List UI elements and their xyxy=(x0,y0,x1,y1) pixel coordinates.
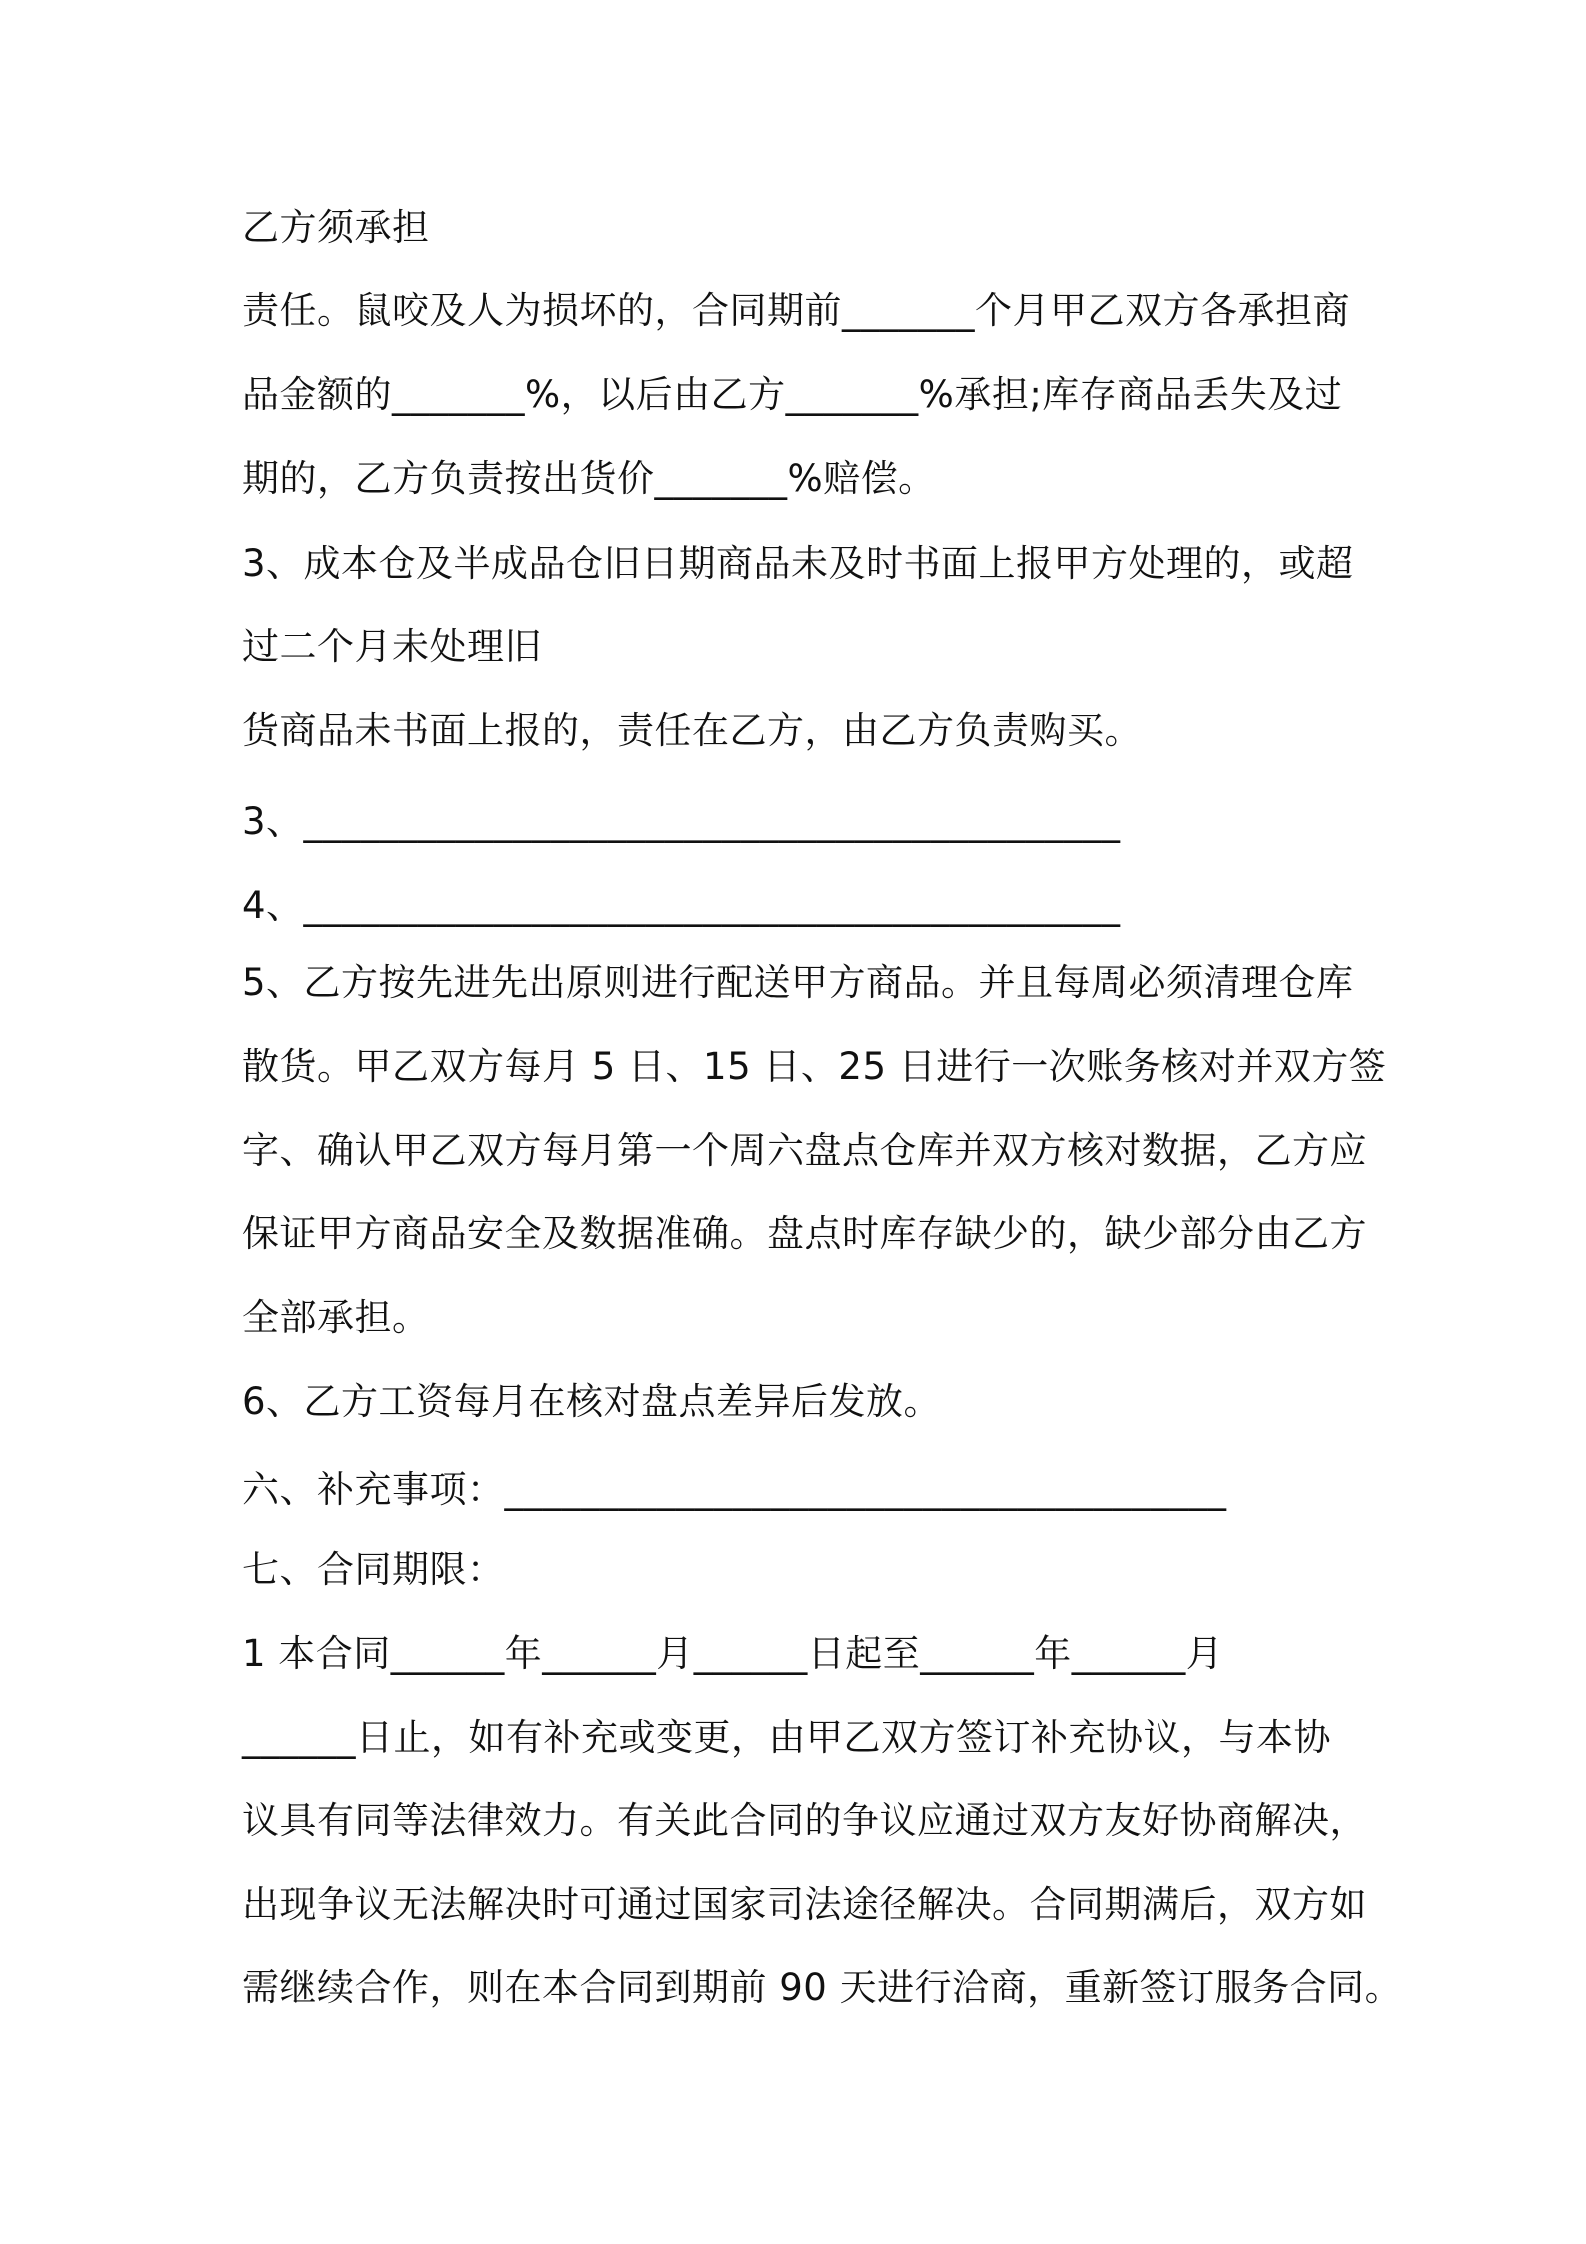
text-line: 3、成本仓及半成品仓旧日期商品未及时书面上报甲方处理的，或超 xyxy=(242,542,1354,585)
text-line: 散货。甲乙双方每月 5 日、15 日、25 日进行一次账务核对并双方签 xyxy=(242,1045,1387,1088)
text-line: 1 本合同______年______月______日起至______年______月 xyxy=(242,1632,1224,1675)
section-heading-term: 七、合同期限： xyxy=(242,1548,505,1591)
text-line: 出现争议无法解决时可通过国家司法途径解决。合同期满后，双方如 xyxy=(242,1883,1367,1926)
text-line: 责任。鼠咬及人为损坏的，合同期前_______个月甲乙双方各承担商 xyxy=(242,289,1350,332)
text-line: 6、乙方工资每月在核对盘点差异后发放。 xyxy=(242,1380,942,1423)
blank-item-4: 4、___________________________________________ xyxy=(242,884,1121,927)
text-line: 议具有同等法律效力。有关此合同的争议应通过双方友好协商解决， xyxy=(242,1799,1367,1842)
text-line: ______日止，如有补充或变更，由甲乙双方签订补充协议，与本协 xyxy=(242,1716,1331,1759)
text-line: 期的，乙方负责按出货价_______%赔偿。 xyxy=(242,457,936,500)
text-line: 保证甲方商品安全及数据准确。盘点时库存缺少的，缺少部分由乙方 xyxy=(242,1212,1367,1255)
text-line: 货商品未书面上报的，责任在乙方，由乙方负责购买。 xyxy=(242,709,1142,752)
text-line: 需继续合作，则在本合同到期前 90 天进行洽商，重新签订服务合同。 xyxy=(242,1966,1403,2009)
text-line: 过二个月未处理旧 xyxy=(242,625,542,668)
text-line: 乙方须承担 xyxy=(242,206,430,249)
text-line: 字、确认甲乙双方每月第一个周六盘点仓库并双方核对数据，乙方应 xyxy=(242,1129,1367,1172)
text-line: 5、乙方按先进先出原则进行配送甲方商品。并且每周必须清理仓库 xyxy=(242,961,1354,1004)
text-line: 全部承担。 xyxy=(242,1296,430,1339)
section-heading-supplement: 六、补充事项：______________________________________ xyxy=(242,1468,1227,1511)
blank-item-3: 3、___________________________________________ xyxy=(242,800,1121,843)
text-line: 品金额的_______%，以后由乙方_______%承担;库存商品丢失及过 xyxy=(242,373,1343,416)
